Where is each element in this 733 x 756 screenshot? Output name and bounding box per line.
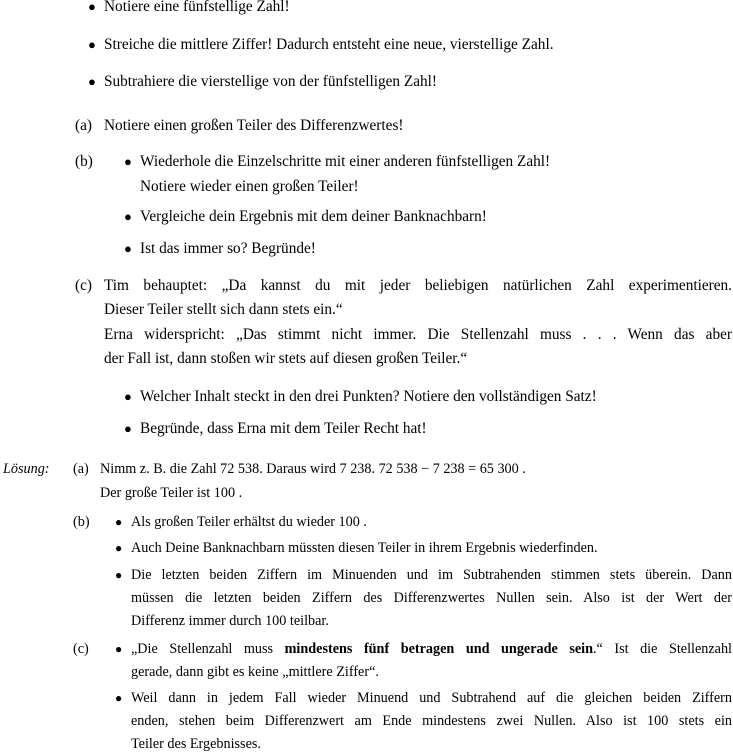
bullet-icon: ● <box>88 74 96 89</box>
bullet-icon: ● <box>124 241 132 256</box>
solution-c-point-1-line-2: gerade, dann gibt es keine „mittlere Ziffer“. <box>131 664 379 680</box>
task-a-label: (a) <box>75 117 92 134</box>
task-b-step-2: Vergleiche dein Ergebnis mit dem deiner Banknachbarn! <box>140 208 487 225</box>
solution-b-point-3-line-1: Die letzten beiden Ziffern im Minuenden und im Subtrahenden stimmen stets überein. Dann <box>131 567 732 583</box>
bullet-icon: ● <box>115 568 123 582</box>
bullet-icon: ● <box>124 389 132 404</box>
task-a-text: Notiere einen großen Teiler des Differenzwertes! <box>104 117 404 134</box>
intro-step-3: Subtrahiere die vierstellige von der fünfstelligen Zahl! <box>104 73 438 90</box>
task-b-step-1-line-2: Notiere wieder einen großen Teiler! <box>140 178 359 195</box>
task-c-question-1: Welcher Inhalt steckt in den drei Punkten? Notiere den vollständigen Satz! <box>140 388 597 405</box>
solution-c-point-2-line-1: Weil dann in jedem Fall wieder Minuend und Subtrahend auf die gleichen beiden Ziffern <box>131 690 732 706</box>
bullet-icon: ● <box>115 541 123 555</box>
bullet-icon: ● <box>115 642 123 656</box>
bullet-icon: ● <box>115 515 123 529</box>
bullet-icon: ● <box>115 691 123 705</box>
solution-b-label: (b) <box>73 514 90 530</box>
solution-heading: Lösung: <box>3 461 50 477</box>
intro-step-2: Streiche die mittlere Ziffer! Dadurch entsteht eine neue, vierstellige Zahl. <box>104 36 554 53</box>
solution-c-point-1-line-1 <box>131 637 732 661</box>
solution-c-point-2-line-3: Teiler des Ergebnisses. <box>131 736 261 752</box>
solution-b-point-3-line-3: Differenz immer durch 100 teilbar. <box>131 613 329 629</box>
bullet-icon: ● <box>124 154 132 169</box>
solution-c-point-1-post: .“ Ist die Stellenzahl <box>592 641 732 657</box>
solution-c-point-1-bold: mindestens fünf betragen und ungerade sein <box>284 641 593 657</box>
task-c-line-4: der Fall ist, dann stoßen wir stets auf diesen großen Teiler.“ <box>104 350 468 367</box>
bullet-icon: ● <box>124 209 132 224</box>
solution-c-point-1-pre: „Die Stellenzahl muss <box>131 641 285 657</box>
task-c-question-2: Begründe, dass Erna mit dem Teiler Recht hat! <box>140 420 427 437</box>
task-b-step-3: Ist das immer so? Begründe! <box>140 240 316 257</box>
solution-b-point-1: Als großen Teiler erhältst du wieder 100 . <box>131 514 367 530</box>
intro-step-1: Notiere eine fünfstellige Zahl! <box>104 0 290 15</box>
solution-a-line-2: Der große Teiler ist 100 . <box>100 485 243 501</box>
task-c-label: (c) <box>75 277 92 294</box>
solution-b-point-3-line-2: müssen die letzten beiden Ziffern des Differenzwertes Nullen sein. Also ist der Wert der <box>131 590 732 606</box>
solution-b-point-2: Auch Deine Banknachbarn müssten diesen Teiler in ihrem Ergebnis wiederfinden. <box>131 540 598 556</box>
task-b-step-1-line-1: Wiederhole die Einzelschritte mit einer anderen fünfstelligen Zahl! <box>140 153 551 170</box>
bullet-icon: ● <box>88 0 96 14</box>
task-c-line-1: Tim behauptet: „Da kannst du mit jeder beliebigen natürlichen Zahl experimentieren. <box>104 277 732 294</box>
task-c-line-3: Erna widerspricht: „Das stimmt nicht immer. Die Stellenzahl muss . . . Wenn das aber <box>104 326 732 343</box>
bullet-icon: ● <box>124 421 132 436</box>
solution-c-label: (c) <box>73 641 89 657</box>
solution-a-line-1: Nimm z. B. die Zahl 72 538. Daraus wird 7 238. 72 538 − 7 238 = 65 300 . <box>100 461 526 477</box>
bullet-icon: ● <box>88 37 96 52</box>
task-b-label: (b) <box>75 153 93 170</box>
solution-a-label: (a) <box>73 461 89 477</box>
task-c-line-2: Dieser Teiler stellt sich dann stets ein.“ <box>104 301 343 318</box>
solution-c-point-2-line-2: enden, stehen beim Differenzwert am Ende mindestens zwei Nullen. Also ist 100 stets ein <box>131 713 732 729</box>
